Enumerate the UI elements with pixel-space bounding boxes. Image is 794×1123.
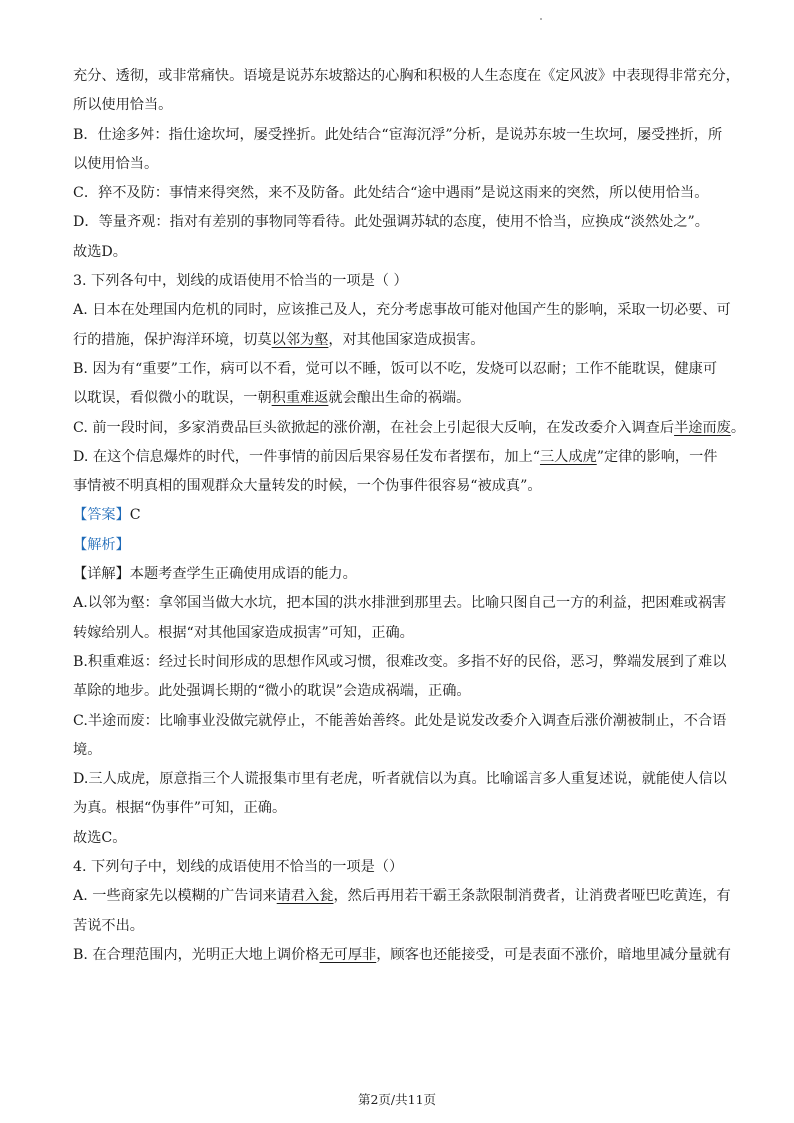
text-span: 。: [730, 419, 746, 436]
text-line: B．仕途多舛：指仕途坎坷，屡受挫折。此处结合“宦海沉浮”分析，是说苏东坡一生坎坷，屡受挫折，所: [73, 126, 723, 143]
explanation-b: 革除的地步。此处强调长期的“微小的耽误”会造成祸端，正确。: [73, 683, 471, 700]
option-b-line: [73, 384, 723, 413]
document-page: [73, 62, 746, 970]
corner-dot: [540, 18, 542, 20]
conclusion-line: 故选C。: [73, 829, 127, 846]
text-line: D．等量齐观：指对有差别的事物同等看待。此处强调苏轼的态度，使用不恰当，应换成“淡然处之”。: [73, 214, 709, 231]
explanation-c: 境。: [73, 741, 102, 758]
text-span: ，顾客也还能接受，可是表面不涨价，暗地里减分量就有: [376, 946, 731, 963]
answer-tag: 【答案】: [73, 507, 130, 524]
text-line: 以使用恰当。: [73, 155, 159, 172]
text-span: C. 前一段时间，多家消费品巨头欲掀起的涨价潮，在社会上引起很大反响，在发改委介入调查后: [73, 419, 675, 436]
option-a-line: A. 日本在处理国内危机的同时，应该推己及人，充分考虑事故可能对他国产生的影响，采取一切必要、可: [73, 302, 731, 319]
explanation-a: 转嫁给别人。根据“对其他国家造成损害”可知，正确。: [73, 624, 414, 641]
text-span: ，对其他国家造成损害。: [328, 331, 485, 348]
text-span: 以耽误，看似微小的耽误，一朝: [73, 390, 272, 407]
option-d-line: 事情被不明真相的围观群众大量转发的时候，一个伪事件很容易“被成真”。: [73, 478, 542, 495]
text-line: C．猝不及防：事情来得突然，来不及防备。此处结合“途中遇雨”是说这雨来的突然，所以使用恰当。: [73, 185, 709, 202]
text-span: ”定律的影响，一件: [596, 448, 718, 465]
underlined-idiom: 积重难返: [271, 390, 329, 407]
option-a-line: [73, 882, 731, 911]
underlined-idiom: 请君入瓮: [276, 888, 334, 905]
option-a-line: 苦说不出。: [73, 917, 144, 934]
option-b-line: [73, 941, 731, 970]
page-footer: 第2页/共11页: [357, 1092, 437, 1107]
conclusion-line: 故选D。: [73, 243, 127, 260]
explanation-d: D.三人成虎，原意指三个人谎报集市里有老虎，听者就信以为真。比喻谣言多人重复述说，就能使人信以: [73, 771, 727, 788]
question-4-stem: 4. 下列句子中，划线的成语使用不恰当的一项是（）: [73, 859, 404, 876]
text-span: 行的措施，保护海洋环境，切莫: [73, 331, 272, 348]
text-span: 就会酿出生命的祸端。: [328, 390, 471, 407]
question-3-stem: 3. 下列各句中，划线的成语使用不恰当的一项是（ ）: [73, 273, 408, 290]
text-span: B. 在合理范围内，光明正大地上调价格: [73, 946, 320, 963]
underlined-idiom: 三人成虎: [539, 448, 597, 465]
analysis-tag: 【解析】: [73, 536, 130, 553]
underlined-idiom: 以邻为壑: [271, 331, 329, 348]
explanation-d: 为真。根据“伪事件”可知，正确。: [73, 800, 287, 817]
text-line: 充分、透彻，或非常痛快。语境是说苏东坡豁达的心胸和积极的人生态度在《定风波》中表现得非常充分，: [73, 68, 740, 84]
explanation-a: A.以邻为壑：拿邻国当做大水坑，把本国的洪水排泄到那里去。比喻只图自己一方的利益，把困难或祸害: [73, 595, 727, 612]
explanation-b: B.积重难返：经过长时间形成的思想作风或习惯，很难改变。多指不好的民俗，恶习，弊端发展到了难以: [73, 653, 727, 670]
answer-value: C: [129, 507, 141, 524]
explanation-c: C.半途而废：比喻事业没做完就停止，不能善始善终。此处是说发改委介入调查后涨价潮被制止，不合语: [73, 712, 727, 729]
detail-line: 【详解】本题考查学生正确使用成语的能力。: [73, 566, 357, 583]
option-c-line: [73, 414, 746, 443]
underlined-idiom: 半途而废: [674, 419, 731, 436]
underlined-idiom: 无可厚非: [319, 946, 377, 963]
option-a-line: [73, 326, 723, 355]
option-b-line: B. 因为有“重要”工作，病可以不看，觉可以不睡，饭可以不吃，发烧可以忍耐；工作不能耽误，健康可: [73, 360, 718, 377]
answer-line: [73, 501, 723, 530]
text-line: 所以使用恰当。: [73, 97, 173, 114]
option-d-line: [73, 443, 723, 472]
text-span: D. 在这个信息爆炸的时代，一件事情的前因后果容易任发布者摆布，加上“: [73, 448, 540, 465]
text-span: A. 一些商家先以模糊的广告词来: [73, 888, 277, 905]
text-span: ，然后再用若干霸王条款限制消费者，让消费者哑巴吃黄连，有: [333, 888, 731, 905]
